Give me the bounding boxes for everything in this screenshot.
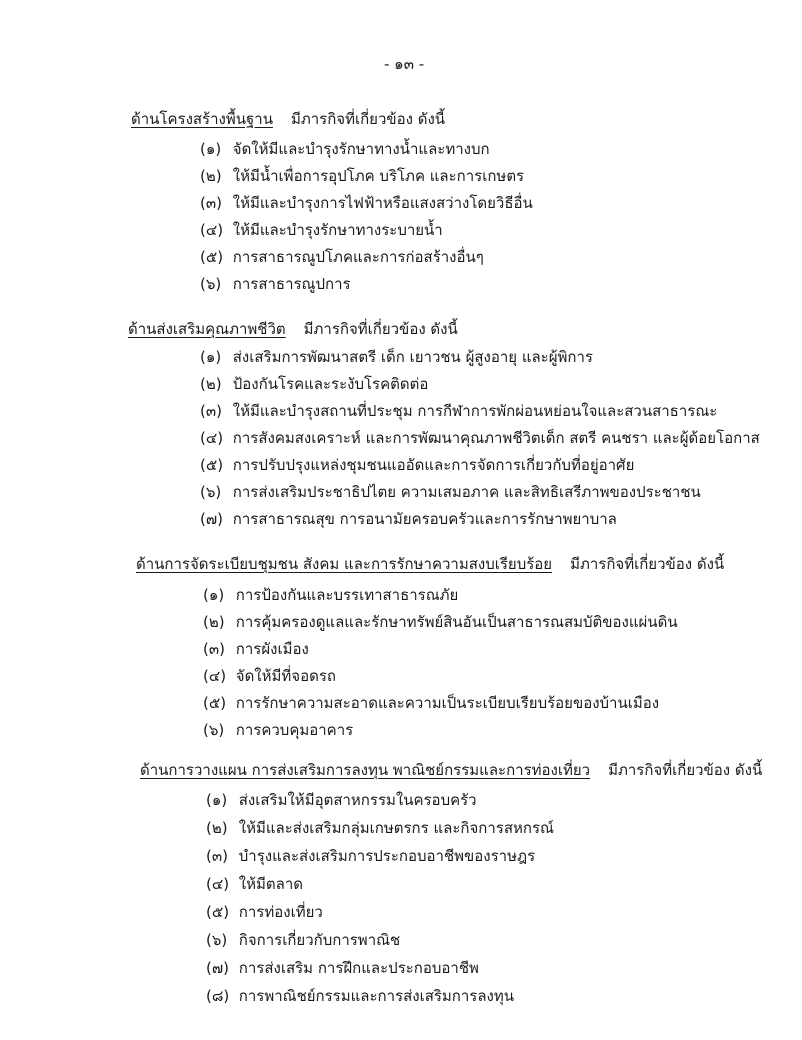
list-item (203, 583, 458, 607)
section-topic: ด้านโครงสร้างพื้นฐาน (131, 110, 273, 128)
list-item (206, 928, 400, 952)
list-item (206, 984, 514, 1008)
list-item (200, 399, 717, 423)
item-text: ให้มีน้ำเพื่อการอุปโภค บริโภค และการเกษตร (232, 167, 525, 185)
item-text: ให้มีและบำรุงสถานที่ประชุม การกีฬาการพักผ่อนหย่อนใจและสวนสาธารณะ (232, 402, 718, 420)
item-text: ให้มีและบำรุงรักษาทางระบายน้ำ (232, 221, 443, 239)
item-number: (๕) (206, 903, 230, 921)
list-item (206, 872, 303, 896)
item-text: การพาณิชย์กรรมและการส่งเสริมการลงทุน (238, 987, 515, 1005)
item-text: ให้มีและส่งเสริมกลุ่มเกษตรกร และกิจการสหกรณ์ (238, 819, 554, 837)
item-text: การสาธารณูปโภคและการก่อสร้างอื่นๆ (232, 248, 484, 266)
list-item (203, 637, 309, 661)
section-topic: ด้านส่งเสริมคุณภาพชีวิต (128, 320, 286, 338)
item-text: การท่องเที่ยว (238, 903, 323, 921)
item-text: การส่งเสริม การฝึกและประกอบอาชีพ (238, 959, 479, 977)
section-mission: มีภารกิจที่เกี่ยวข้อง ดังนี้ (290, 110, 446, 128)
list-item (200, 480, 701, 504)
list-item (206, 956, 479, 980)
section-title-planning-investment (140, 758, 762, 782)
list-item (203, 691, 659, 715)
item-text: การสาธารณสุข การอนามัยครอบครัวและการรักษาพยาบาล (232, 510, 617, 528)
item-number: (๕) (200, 456, 224, 474)
list-item (200, 164, 524, 188)
item-text: ส่งเสริมให้มีอุตสาหกรรมในครอบครัว (238, 791, 477, 809)
item-number: (๓) (200, 194, 222, 212)
item-text: จัดให้มีและบำรุงรักษาทางน้ำและทางบก (232, 140, 490, 158)
item-number: (๘) (206, 987, 230, 1005)
item-number: (๕) (200, 248, 224, 266)
list-item (206, 788, 477, 812)
item-text: การรักษาความสะอาดและความเป็นระเบียบเรียบร้อยของบ้านเมือง (235, 694, 660, 712)
list-item (203, 718, 353, 742)
list-item (200, 507, 617, 531)
list-item (200, 453, 634, 477)
list-item (203, 610, 678, 634)
section-title-quality-of-life (128, 317, 458, 341)
list-item (203, 664, 336, 688)
item-number: (๖) (200, 275, 222, 293)
item-text: ให้มีและบำรุงการไฟฟ้าหรือแสงสว่างโดยวิธีอื่น (232, 194, 533, 212)
item-number: (๓) (203, 640, 225, 658)
section-mission: มีภารกิจที่เกี่ยวข้อง ดังนี้ (303, 320, 458, 338)
item-number: (๓) (200, 402, 222, 420)
item-text: จัดให้มีที่จอดรถ (235, 667, 336, 685)
list-item (206, 816, 554, 840)
item-number: (๒) (206, 819, 228, 837)
item-number: (๖) (206, 931, 228, 949)
item-number: (๗) (200, 510, 223, 528)
item-number: (๖) (200, 483, 222, 501)
list-item (200, 218, 443, 242)
list-item (200, 272, 351, 296)
item-number: (๒) (200, 167, 222, 185)
list-item (200, 426, 760, 450)
list-item (200, 191, 533, 215)
list-item (200, 345, 593, 369)
list-item (206, 844, 535, 868)
list-item (200, 372, 428, 396)
item-number: (๕) (203, 694, 227, 712)
item-number: (๑) (203, 586, 225, 604)
item-text: การผังเมือง (235, 640, 309, 658)
list-item (200, 137, 490, 161)
item-number: (๔) (206, 875, 230, 893)
item-number: (๗) (206, 959, 229, 977)
item-text: กิจการเกี่ยวกับการพาณิช (238, 931, 401, 949)
item-number: (๑) (200, 348, 222, 366)
item-number: (๓) (206, 847, 228, 865)
item-number: (๖) (203, 721, 225, 739)
section-title-infrastructure (131, 107, 445, 131)
section-mission: มีภารกิจที่เกี่ยวข้อง ดังนี้ (608, 761, 763, 779)
item-number: (๑) (206, 791, 228, 809)
item-text: ให้มีตลาด (238, 875, 303, 893)
item-text: การส่งเสริมประชาธิปไตย ความเสมอภาค และสิทธิเสรีภาพของประชาชน (232, 483, 701, 501)
list-item (206, 900, 323, 924)
item-text: การปรับปรุงแหล่งชุมชนแออัดและการจัดการเกี่ยวกับที่อยู่อาศัย (232, 456, 635, 474)
section-title-community-order (136, 552, 724, 576)
item-text: การควบคุมอาคาร (235, 721, 354, 739)
item-number: (๑) (200, 140, 222, 158)
item-number: (๒) (200, 375, 222, 393)
item-text: บำรุงและส่งเสริมการประกอบอาชีพของราษฎร (238, 847, 536, 865)
section-mission: มีภารกิจที่เกี่ยวข้อง ดังนี้ (570, 555, 725, 573)
list-item (200, 245, 484, 269)
section-topic: ด้านการจัดระเบียบชุมชน สังคม และการรักษาความสงบเรียบร้อย (136, 555, 553, 573)
item-number: (๔) (200, 429, 224, 447)
section-topic: ด้านการวางแผน การส่งเสริมการลงทุน พาณิชย์กรรมและการท่องเที่ยว (140, 761, 591, 779)
item-text: ส่งเสริมการพัฒนาสตรี เด็ก เยาวชน ผู้สูงอายุ และผู้พิการ (232, 348, 593, 366)
page-number: - ๑๓ - (384, 55, 425, 73)
item-text: การสาธารณูปการ (232, 275, 351, 293)
item-text: ป้องกันโรคและระงับโรคติดต่อ (232, 375, 429, 393)
item-number: (๔) (203, 667, 227, 685)
item-text: การป้องกันและบรรเทาสาธารณภัย (235, 586, 459, 604)
item-text: การคุ้มครองดูแลและรักษาทรัพย์สินอันเป็นสาธารณสมบัติของแผ่นดิน (235, 613, 678, 631)
item-number: (๒) (203, 613, 225, 631)
item-number: (๔) (200, 221, 224, 239)
item-text: การสังคมสงเคราะห์ และการพัฒนาคุณภาพชีวิตเด็ก สตรี คนชรา และผู้ด้อยโอกาส (232, 429, 760, 447)
